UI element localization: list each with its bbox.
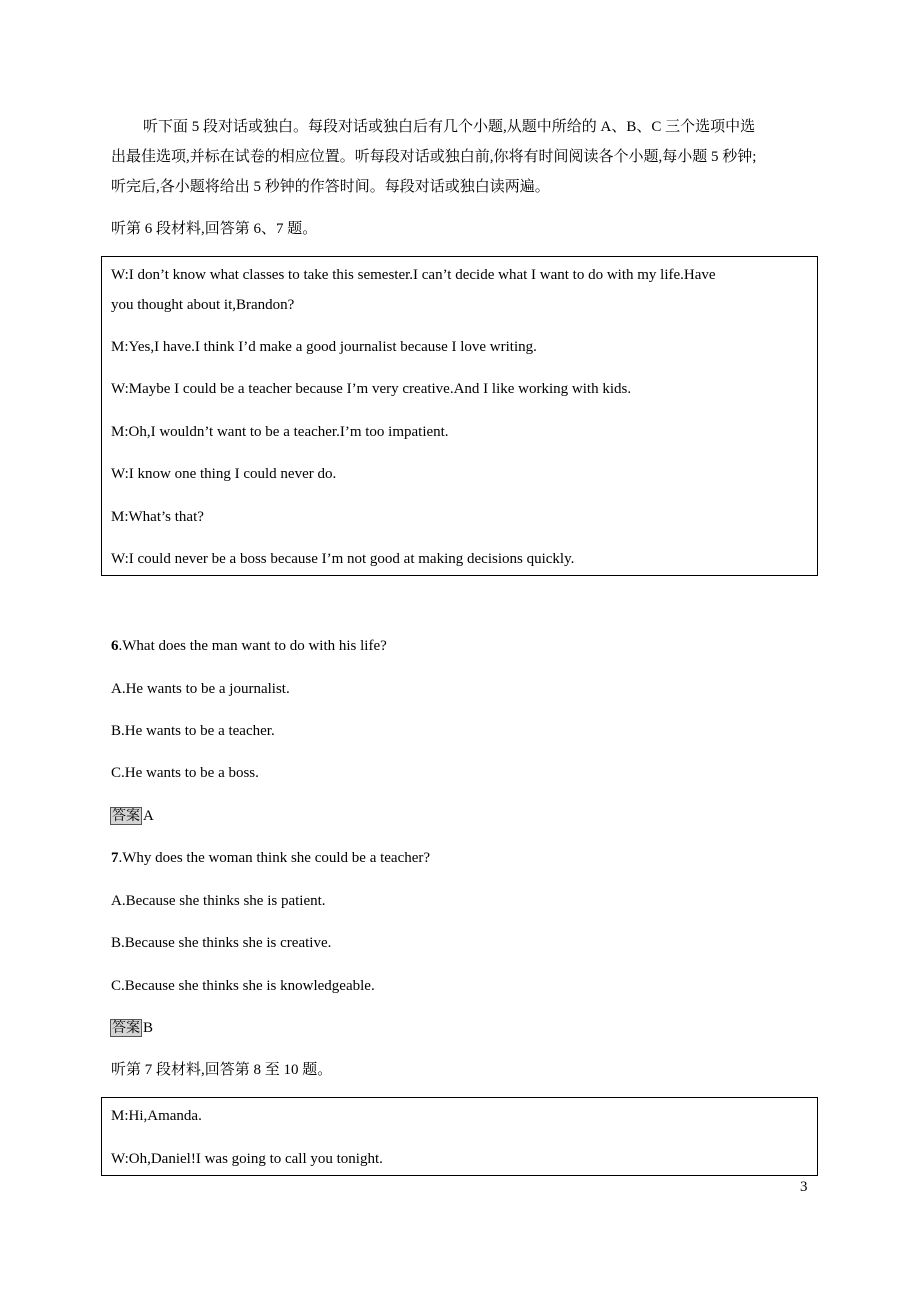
option-b: B.Because she thinks she is creative.: [111, 935, 332, 951]
dialogue-line: W:I know one thing I could never do.: [111, 466, 337, 482]
intro-line: 听完后,各小题将给出 5 秒钟的作答时间。每段对话或独白读两遍。: [111, 179, 550, 195]
option-c: C.Because she thinks she is knowledgeable.: [111, 978, 375, 994]
answer-6: [110, 807, 154, 825]
dialogue-line: W:I could never be a boss because I’m not good at making decisions quickly.: [111, 551, 575, 567]
answer-7: [110, 1019, 153, 1037]
option-a: A.Because she thinks she is patient.: [111, 893, 326, 909]
dialogue-line: W:I don’t know what classes to take this semester.I can’t decide what I want to do with my life.Have: [111, 267, 716, 283]
dialogue-line: W:Oh,Daniel!I was going to call you tonight.: [111, 1151, 383, 1167]
dialogue-line: M:Yes,I have.I think I’d make a good journalist because I love writing.: [111, 339, 537, 355]
page-number: 3: [800, 1179, 808, 1195]
option-c: C.He wants to be a boss.: [111, 765, 259, 781]
dialogue-box: [101, 1097, 818, 1176]
question-7: [111, 849, 430, 867]
question-text: .Why does the woman think she could be a teacher?: [118, 850, 431, 866]
intro-line: 出最佳选项,并标在试卷的相应位置。听每段对话或独白前,你将有时间阅读各个小题,每小题 5 秒钟;: [111, 149, 757, 165]
dialogue-line: M:Hi,Amanda.: [111, 1108, 202, 1124]
dialogue-line: W:Maybe I could be a teacher because I’m very creative.And I like working with kids.: [111, 381, 632, 397]
question-number: 7: [111, 850, 119, 866]
dialogue-line: M:What’s that?: [111, 509, 204, 525]
answer-tag: 答案: [112, 1020, 140, 1036]
option-a: A.He wants to be a journalist.: [111, 681, 290, 697]
section-heading: 听第 6 段材料,回答第 6、7 题。: [111, 221, 318, 237]
dialogue-box: [101, 256, 818, 576]
answer-value: B: [143, 1020, 154, 1036]
answer-value: A: [143, 808, 154, 824]
dialogue-line: M:Oh,I wouldn’t want to be a teacher.I’m too impatient.: [111, 424, 449, 440]
dialogue-line: you thought about it,Brandon?: [111, 297, 295, 313]
answer-tag: 答案: [112, 808, 140, 824]
intro-line: 听下面 5 段对话或独白。每段对话或独白后有几个小题,从题中所给的 A、B、C 三个选项中选: [143, 119, 756, 135]
question-text: .What does the man want to do with his life?: [118, 638, 387, 654]
question-number: 6: [111, 638, 119, 654]
section-heading: 听第 7 段材料,回答第 8 至 10 题。: [111, 1062, 333, 1078]
question-6: [111, 637, 387, 655]
option-b: B.He wants to be a teacher.: [111, 723, 275, 739]
